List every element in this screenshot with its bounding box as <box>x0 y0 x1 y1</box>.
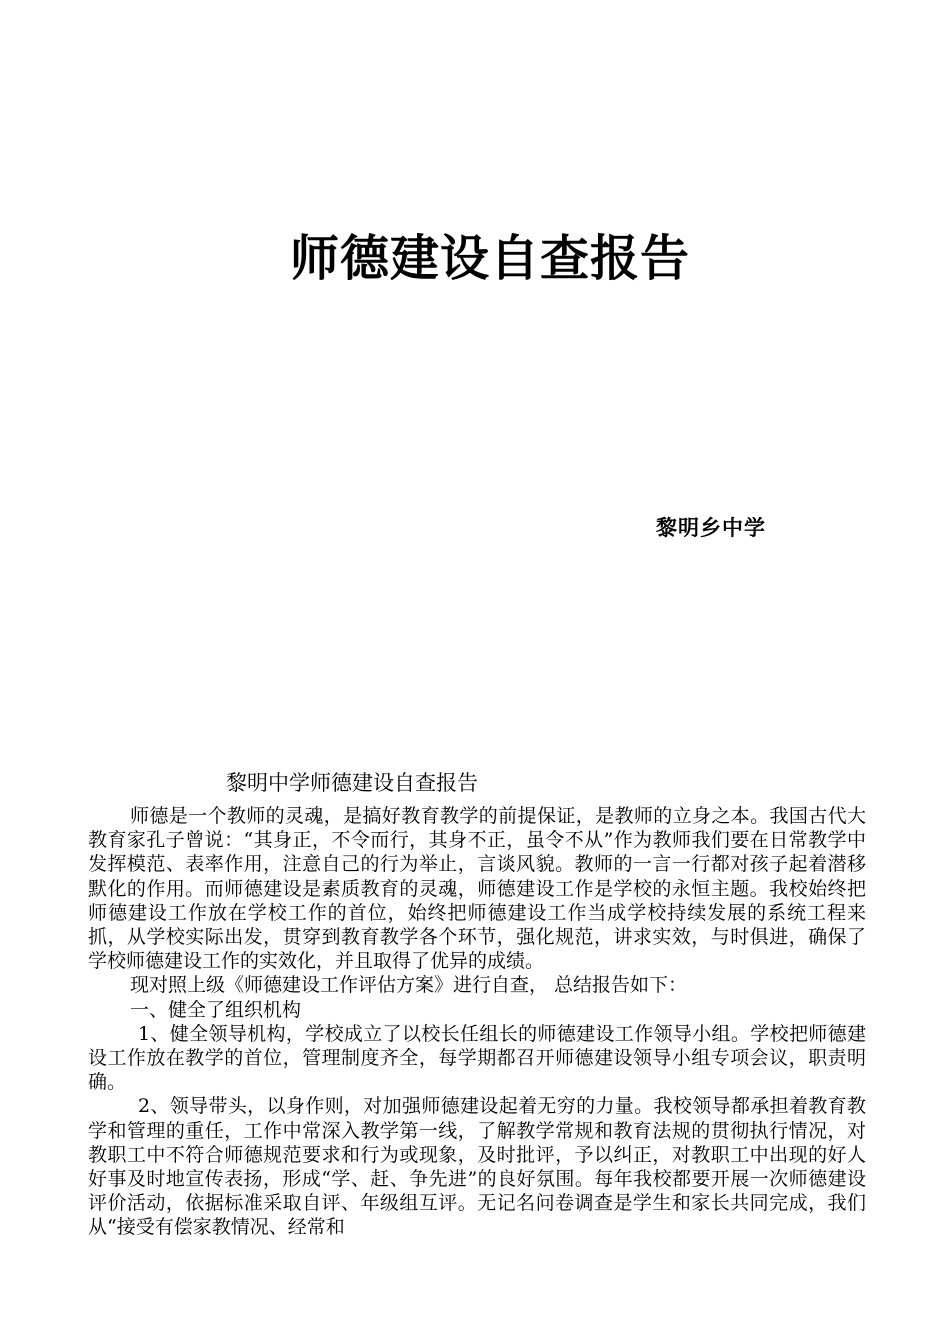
paragraph-item-2: 2、领导带头，以身作则，对加强师德建设起着无穷的力量。我校领导都承担着教育教学和管理的重任，工作中常深入教学第一线，了解教学常规和教育法规的贯彻执行情况，对教职工中不符合师德规范要求和行为或现象，及时批评，予以纠正，对教职工中出现的好人好事及时地宣传表扬，形成“学、赶、争先进”的良好氛围。每年我校都要开展一次师德建设评价活动，依据标准采取自评、年级组互评。无记名问卷调查是学生和家长共同完成，我们从“接受有偿家教情况、经常和 <box>88 1095 866 1239</box>
paragraph-item-1: 1、健全领导机构，学校成立了以校长任组长的师德建设工作领导小组。学校把师德建设工作放在教学的首位，管理制度齐全，每学期都召开师德建设领导小组专项会议，职责明确。 <box>88 1022 866 1094</box>
section-heading-organization: 一、健全了组织机构 <box>130 998 302 1021</box>
report-body <box>88 768 866 1240</box>
cover-organization: 黎明乡中学 <box>656 516 766 540</box>
report-title: 黎明中学师德建设自查报告 <box>226 771 478 795</box>
paragraph-self-check: 现对照上级《师德建设工作评估方案》进行自查， 总结报告如下： <box>130 974 688 997</box>
paragraph-intro: 师德是一个教师的灵魂，是搞好教育教学的前提保证，是教师的立身之本。我国古代大教育家孔子曾说：“其身正，不令而行，其身不正，虽令不从”作为教师我们要在日常教学中发挥模范、表率作用，注意自己的行为举止，言谈风貌。教师的一言一行都对孩子起着潜移默化的作用。而师德建设是素质教育的灵魂，师德建设工作是学校的永恒主题。我校始终把师德建设工作放在学校工作的首位，始终把师德建设工作当成学校持续发展的系统工程来抓，从学校实际出发，贯穿到教育教学各个环节，强化规范，讲求实效，与时俱进，确保了学校师德建设工作的实效化，并且取得了优异的成绩。 <box>88 805 866 973</box>
cover-title: 师德建设自查报告 <box>289 229 690 287</box>
